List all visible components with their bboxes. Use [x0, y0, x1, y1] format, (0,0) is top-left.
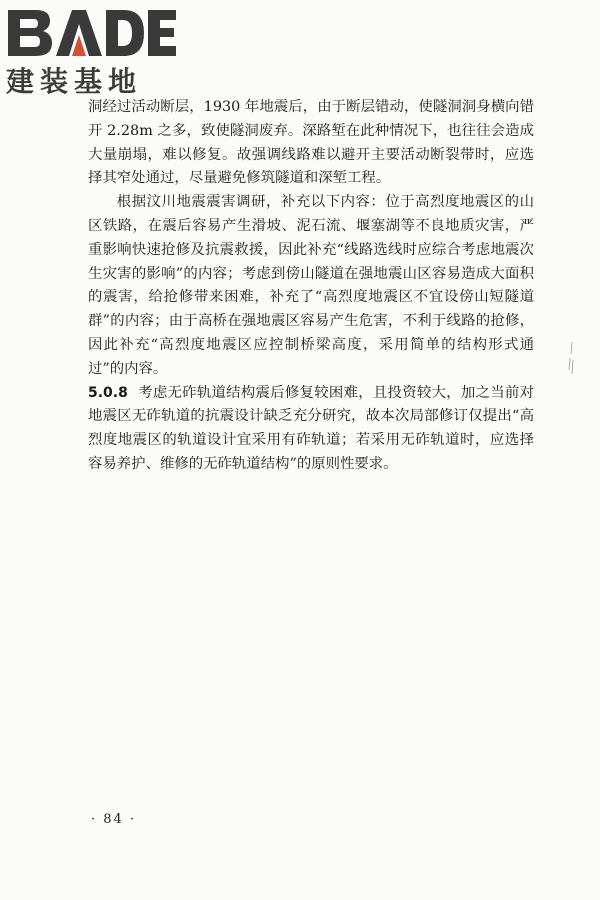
scan-artifact-mark [566, 340, 576, 380]
paragraph-earthquake-survey: 根据汶川地震震害调研，补充以下内容：位于高烈度地震区的山区铁路，在震后容易产生滑坡、泥石流、堰塞湖等不良地质灾害，严重影响快速抢修及抗震救援，因此补充“线路选线时应综合考虑地震次生灾害的影响”的内容；考虑到傍山隧道在强地震山区容易造成大面积的震害，给抢修带来困难，补充了“高烈度地震区不宜设傍山短隧道群”的内容；由于高桥在强地震区容易产生危害，不利于线路的抢修，因此补充“高烈度地震区应控制桥梁高度，采用简单的结构形式通过”的内容。 [88, 194, 534, 377]
clause-text: 考虑无砟轨道结构震后修复较困难，且投资较大，加之当前对地震区无砟轨道的抗震设计缺乏充分研究，故本次局部修订仅提出“高烈度地震区的轨道设计宜采用有砟轨道；若采用无砟轨道时，应选择容易养护、维修的无砟轨道结构”的原则性要求。 [88, 384, 534, 472]
paragraph-continuation: 洞经过活动断层，1930 年地震后，由于断层错动，使隧洞洞身横向错开 2.28m 之多，致使隧洞废弃。深路堑在此种情况下，也往往会造成大量崩塌，难以修复。故强调线路难以避开主要活动断裂带时，应选择其窄处通过，尽量避免修筑隧道和深堑工程。 [88, 99, 534, 187]
page-number: · 84 · [91, 812, 137, 827]
clause-paragraph [88, 382, 534, 477]
bade-logo-mark [6, 4, 176, 60]
logo-subtitle: 建装基地 [6, 65, 143, 98]
brand-logo [6, 4, 176, 98]
document-body [88, 96, 534, 477]
clause-number: 5.0.8 [88, 384, 128, 401]
